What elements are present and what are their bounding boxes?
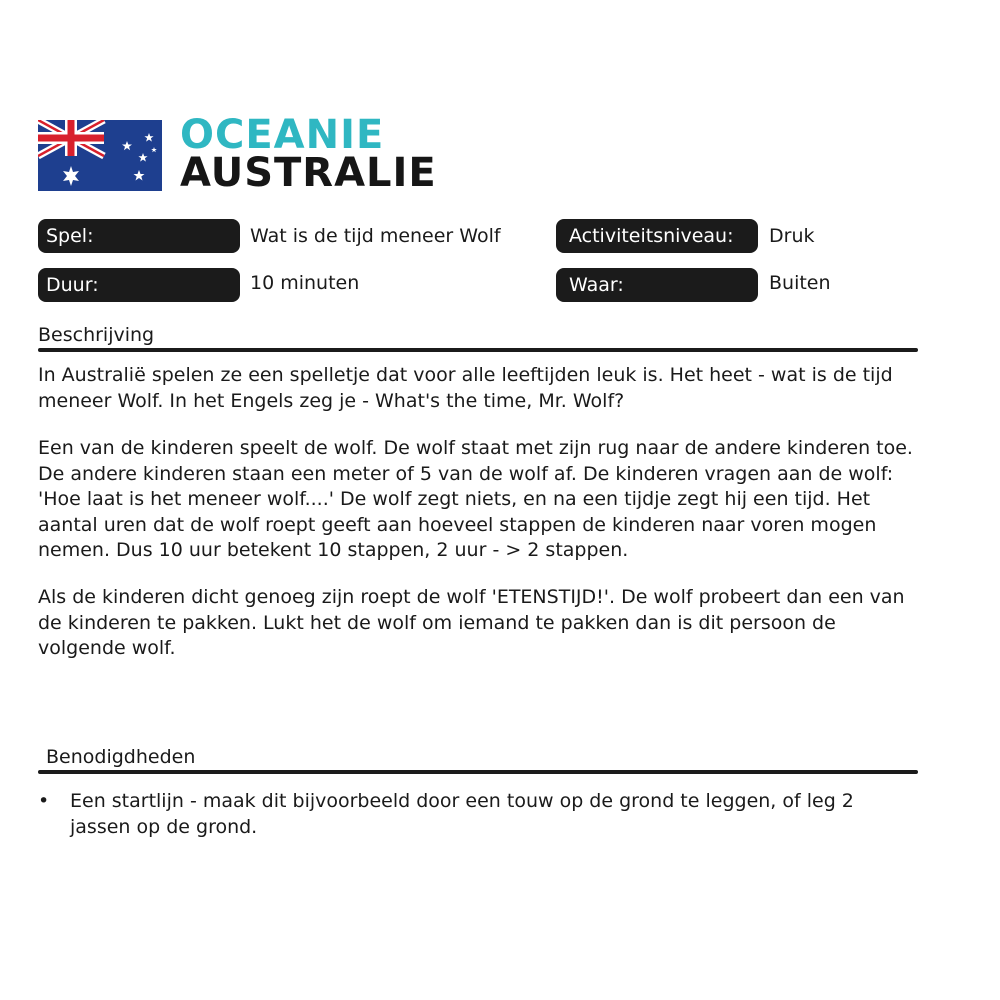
game-value: Wat is de tijd meneer Wolf bbox=[250, 225, 501, 247]
description-heading: Beschrijving bbox=[38, 324, 155, 346]
where-label: Waar: bbox=[556, 268, 758, 302]
activity-label: Activiteitsniveau: bbox=[556, 219, 758, 253]
where-value: Buiten bbox=[769, 272, 831, 294]
title-block bbox=[180, 112, 437, 196]
description-paragraph-2: Een van de kinderen speelt de wolf. De wolf staat met zijn rug naar de andere kinderen toe. De andere kinderen staan een meter of 5 van de wolf af. De kinderen vragen aan de wolf: 'Hoe laat is het meneer wolf....' De wolf zegt niets, en na een tijdje zegt hij een tijd. Het aantal uren dat de wolf roept geeft aan hoeveel stappen de kinderen naar voren mogen nemen. Dus 10 uur betekent 10 stappen, 2 uur - > 2 stappen. bbox=[38, 437, 913, 561]
duration-value: 10 minuten bbox=[250, 272, 360, 294]
description-paragraph-1: In Australië spelen ze een spelletje dat voor alle leeftijden leuk is. Het heet - wat is de tijd meneer Wolf. In het Engels zeg je - What's the time, Mr. Wolf? bbox=[38, 364, 893, 412]
country-title: AUSTRALIE bbox=[180, 150, 437, 196]
description-paragraph-3: Als de kinderen dicht genoeg zijn roept de wolf 'ETENSTIJD!'. De wolf probeert dan een van de kinderen te pakken. Lukt het de wolf om iemand te pakken dan is dit persoon de volgende wolf. bbox=[38, 586, 905, 659]
australia-flag-icon bbox=[38, 120, 162, 191]
bullet-icon: • bbox=[38, 790, 50, 812]
supplies-divider bbox=[38, 770, 918, 774]
duration-label: Duur: bbox=[38, 268, 240, 302]
description-divider bbox=[38, 348, 918, 352]
supplies-heading: Benodigdheden bbox=[46, 746, 196, 768]
activity-value: Druk bbox=[769, 225, 815, 247]
list-item: Een startlijn - maak dit bijvoorbeeld door een touw op de grond te leggen, of leg 2 jassen op de grond. bbox=[70, 790, 854, 838]
game-label: Spel: bbox=[38, 219, 240, 253]
continent-title: OCEANIE bbox=[180, 112, 385, 158]
